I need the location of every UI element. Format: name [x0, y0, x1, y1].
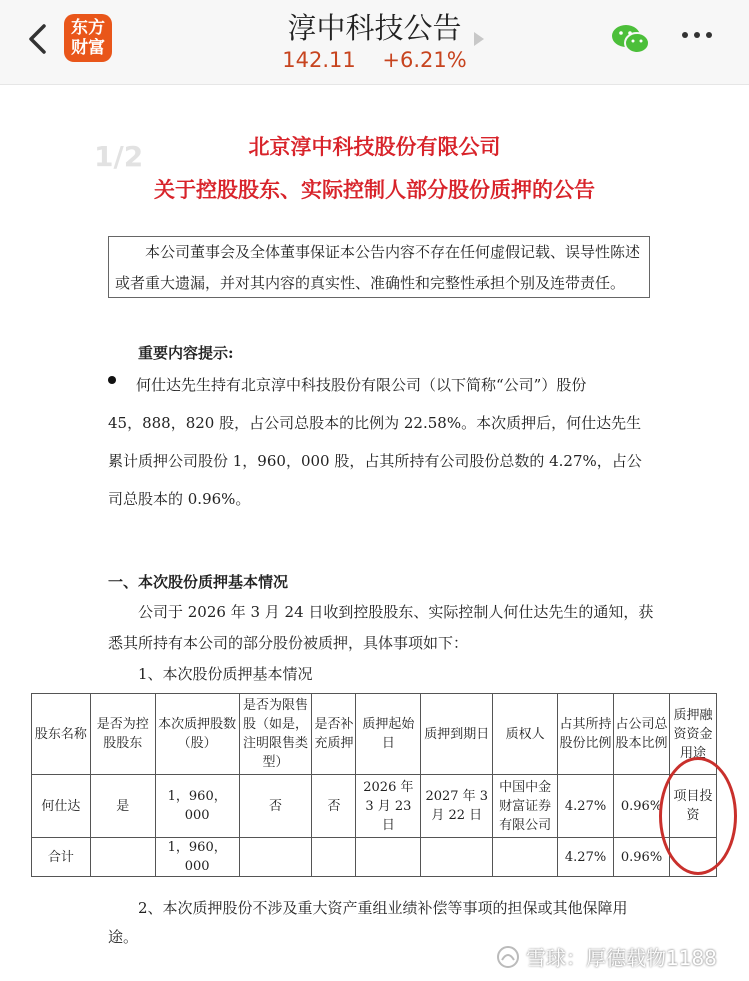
table-cell: 是 [90, 775, 155, 838]
table-cell: 合计 [32, 838, 91, 877]
key-heading: 重要内容提示: [138, 344, 234, 362]
notice-line1: 本公司董事会及全体董事保证本公告内容不存在任何虚假记载、误导性陈述 [145, 243, 641, 261]
table-header-cell: 是否为限售股（如是，注明限售类型） [239, 694, 312, 775]
stock-change: +6.21% [382, 48, 467, 72]
table-cell: 否 [239, 775, 312, 838]
table-cell [312, 838, 356, 877]
table-cell [239, 838, 312, 877]
company-name: 北京淳中科技股份有限公司 [248, 134, 501, 159]
table-header-row [32, 694, 717, 775]
table-cell [356, 838, 421, 877]
table-cell [493, 838, 558, 877]
table-cell: 否 [312, 775, 356, 838]
table-header-cell: 质押起始日 [356, 694, 421, 775]
table-cell: 中国中金财富证券有限公司 [493, 775, 558, 838]
key-line2: 45，888，820 股，占公司总股本的比例为 22.58%。本次质押后，何仕达先生 [108, 414, 642, 432]
page-title: 淳中科技公告 [287, 11, 462, 45]
table-cell [421, 838, 493, 877]
notice-box [108, 236, 650, 298]
section1-line1: 公司于 2026 年 3 月 24 日收到控股股东、实际控制人何仕达先生的通知，获 [138, 603, 654, 621]
xueqiu-logo-icon [496, 945, 520, 969]
table-header-cell: 本次质押股数（股） [155, 694, 239, 775]
section1-line2: 悉其所持有本公司的部分股份被质押，具体事项如下： [108, 634, 469, 652]
stock-price: 142.11 [282, 48, 356, 72]
wechat-share-icon[interactable] [610, 22, 652, 56]
watermark-text: 雪球：厚德载物1188 [526, 946, 717, 970]
sub-heading-2-line1: 2、本次质押股份不涉及重大资产重组业绩补偿等事项的担保或其他保障用 [138, 899, 628, 917]
table-cell: 项目投资 [670, 775, 717, 838]
table-cell: 4.27% [558, 838, 614, 877]
table-header-cell: 质押融资资金用途 [670, 694, 717, 775]
red-circle-annotation [659, 757, 737, 875]
logo-line1: 东方 [71, 18, 105, 38]
more-options-icon[interactable] [682, 32, 712, 38]
table-cell: 何仕达 [32, 775, 91, 838]
top-bar [0, 0, 749, 85]
table-cell: 2026 年 3 月 23 日 [356, 775, 421, 838]
table-cell: 4.27% [558, 775, 614, 838]
sub-heading-1: 1、本次股份质押基本情况 [138, 665, 313, 683]
page-indicator: 1/2 [94, 140, 144, 173]
table-cell: 1，960，000 [155, 775, 239, 838]
section1-heading: 一、本次股份质押基本情况 [108, 573, 289, 591]
announcement-title: 关于控股股东、实际控制人部分股份质押的公告 [154, 177, 595, 202]
table-cell: 0.96% [614, 775, 670, 838]
table-header-cell: 质权人 [493, 694, 558, 775]
logo-line2: 财富 [71, 38, 105, 58]
key-line4: 司总股本的 0.96%。 [108, 490, 251, 508]
table-header-cell: 股东名称 [32, 694, 91, 775]
notice-line2: 或者重大遗漏，并对其内容的真实性、准确性和完整性承担个别及连带责任。 [115, 274, 626, 292]
pledge-table [31, 693, 717, 877]
play-triangle-icon[interactable] [474, 32, 484, 46]
key-line3: 累计质押公司股份 1，960，000 股，占其所持有公司股份总数的 4.27%，占公 [108, 452, 642, 470]
table-header-cell: 是否为控股股东 [90, 694, 155, 775]
bullet-dot-icon [108, 376, 116, 384]
table-total-row [32, 838, 717, 877]
table-cell [90, 838, 155, 877]
table-cell: 1，960，000 [155, 838, 239, 877]
table-header-cell: 质押到期日 [421, 694, 493, 775]
xueqiu-watermark [496, 942, 717, 971]
table-header-cell: 是否补充质押 [312, 694, 356, 775]
table-header-cell: 占公司总股本比例 [614, 694, 670, 775]
table-cell: 0.96% [614, 838, 670, 877]
table-row [32, 775, 717, 838]
sub-heading-2-line2: 途。 [108, 928, 139, 946]
table-header-cell: 占其所持股份比例 [558, 694, 614, 775]
key-line1: 何仕达先生持有北京淳中科技股份有限公司（以下简称“公司”）股份 [136, 376, 587, 394]
table-cell: 2027 年 3 月 22 日 [421, 775, 493, 838]
